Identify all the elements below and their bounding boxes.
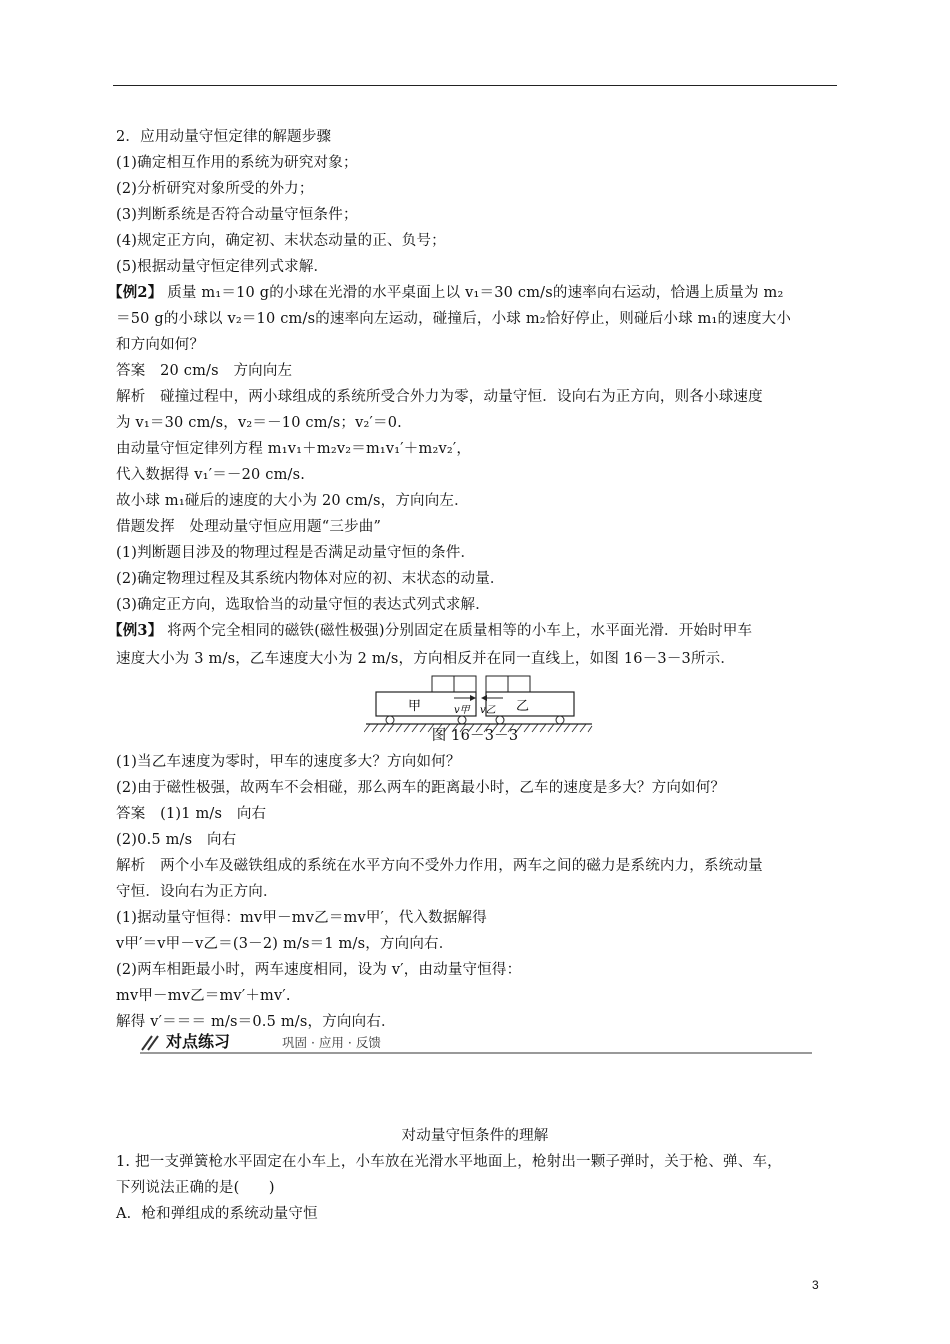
example2-q1: 质量 m₁＝10 g的小球在光滑的水平桌面上以 v₁＝30 cm/s的速率向右运动，恰遇上质量为 m₂ [167,285,784,301]
left-magnet-n-block [454,676,476,692]
wheel [556,716,564,724]
header-rule [113,85,837,86]
cart-yi [486,692,574,716]
example3-tag: 【例3】 [108,622,163,639]
example3-sub1: (1)当乙车速度为零时，甲车的速度多大？方向如何？ [116,754,461,770]
example2-analysis-1: 解析 碰撞过程中，两小球组成的系统所受合外力为零，动量守恒．设向右为正方向，则各小球速度 [116,389,763,405]
banner-subtitle: 巩固 · 应用 · 反馈 [282,1035,381,1050]
step-5: (5)根据动量守恒定律列式求解． [116,259,329,275]
right-magnet-n-label [490,672,499,673]
example3-analysis-5: (2)两车相距最小时，两车速度相同，设为 v′，由动量守恒得： [116,962,522,978]
left-magnet-s-block [432,676,454,692]
example2-analysis-3: 由动量守恒定律列方程 m₁v₁＋m₂v₂＝m₁v₁′＋m₂v₂′， [116,441,472,457]
example3-analysis-4: v甲′＝v甲－v乙＝(3－2) m/s＝1 m/s，方向向右． [116,936,454,952]
example2-analysis-5: 故小球 m₁碰后的速度的大小为 20 cm/s，方向向左． [116,493,469,509]
figure-caption: 图 16－3－3 [431,728,519,744]
example2-answer: 答案 20 cm/s 方向向左 [116,363,293,379]
practice-heading: 对动量守恒条件的理解 [401,1128,549,1144]
tip-3: (3)确定正方向，选取恰当的动量守恒的表达式列式求解． [116,597,490,613]
example3-question-line-1 [108,621,752,641]
example2-question-line-1 [108,283,783,303]
right-magnet-s-block [508,676,530,692]
tip-2: (2)确定物理过程及其系统内物体对应的初、末状态的动量． [116,571,505,587]
practice-banner [140,1032,812,1054]
wheel [386,716,394,724]
example2-analysis-2: 为 v₁＝30 cm/s，v₂＝－10 cm/s；v₂′＝0. [116,415,402,431]
example2-q2: ＝50 g的小球以 v₂＝10 cm/s的速率向左运动，碰撞后，小球 m₂恰好停止，则碰后小球 m₁的速度大小 [116,311,792,327]
banner-title: 对点练习 [166,1032,231,1051]
example3-analysis-7: 解得 v′＝＝＝ m/s＝0.5 m/s，方向向右． [116,1014,396,1030]
page-number: 3 [812,1278,819,1292]
practice-q1-line-1: 1. 把一支弹簧枪水平固定在小车上，小车放在光滑水平地面上，枪射出一颗子弹时，关于枪、弹、车， [116,1154,782,1170]
practice-option-a: A．枪和弹组成的系统动量守恒 [116,1206,318,1222]
example3-sub2: (2)由于磁性极强，故两车不会相碰，那么两车的距离最小时，乙车的速度是多大？方向如何？ [116,780,726,796]
v-yi-label: v乙 [480,705,496,716]
step-2: (2)分析研究对象所受的外力； [116,181,314,197]
example3-analysis-6: mv甲－mv乙＝mv′＋mv′. [116,988,291,1004]
practice-q1-line-2: 下列说法正确的是( ) [116,1180,275,1196]
step-1: (1)确定相互作用的系统为研究对象； [116,155,358,171]
example2-q3: 和方向如何？ [116,337,205,353]
cart-jia-label: 甲 [408,699,422,714]
example3-q2: 速度大小为 3 m/s，乙车速度大小为 2 m/s，方向相反并在同一直线上，如图 16－3－3所示． [116,651,736,667]
example2-tag: 【例2】 [108,284,163,301]
cart-yi-label: 乙 [516,699,530,714]
example3-analysis-1: 解析 两个小车及磁铁组成的系统在水平方向不受外力作用，两车之间的磁力是系统内力，系统动量 [116,858,763,874]
section-title: 2．应用动量守恒定律的解题步骤 [116,129,332,145]
wheel [458,716,466,724]
left-magnet-s-label [436,672,444,673]
v-jia-label: v甲 [454,705,470,716]
right-magnet-s-label [512,672,520,673]
wheel [496,716,504,724]
right-magnet-n-block [486,676,508,692]
example3-analysis-2: 守恒．设向右为正方向． [116,884,278,900]
left-magnet-n-label [458,672,467,673]
tip-title: 借题发挥 处理动量守恒应用题“三步曲” [116,519,382,535]
step-3: (3)判断系统是否符合动量守恒条件； [116,207,358,223]
example2-analysis-4: 代入数据得 v₁′＝－20 cm/s. [116,467,306,483]
tip-1: (1)判断题目涉及的物理过程是否满足动量守恒的条件． [116,545,476,561]
example3-analysis-3: (1)据动量守恒得：mv甲－mv乙＝mv甲′，代入数据解得 [116,910,487,926]
step-4: (4)规定正方向，确定初、末状态动量的正、负号； [116,233,446,249]
example3-answer-2: (2)0.5 m/s 向右 [116,832,237,848]
banner-underline [140,1052,812,1054]
example3-answer-1: 答案 (1)1 m/s 向右 [116,806,267,822]
example3-q1: 将两个完全相同的磁铁(磁性极强)分别固定在质量相等的小车上，水平面光滑．开始时甲车 [167,623,753,639]
